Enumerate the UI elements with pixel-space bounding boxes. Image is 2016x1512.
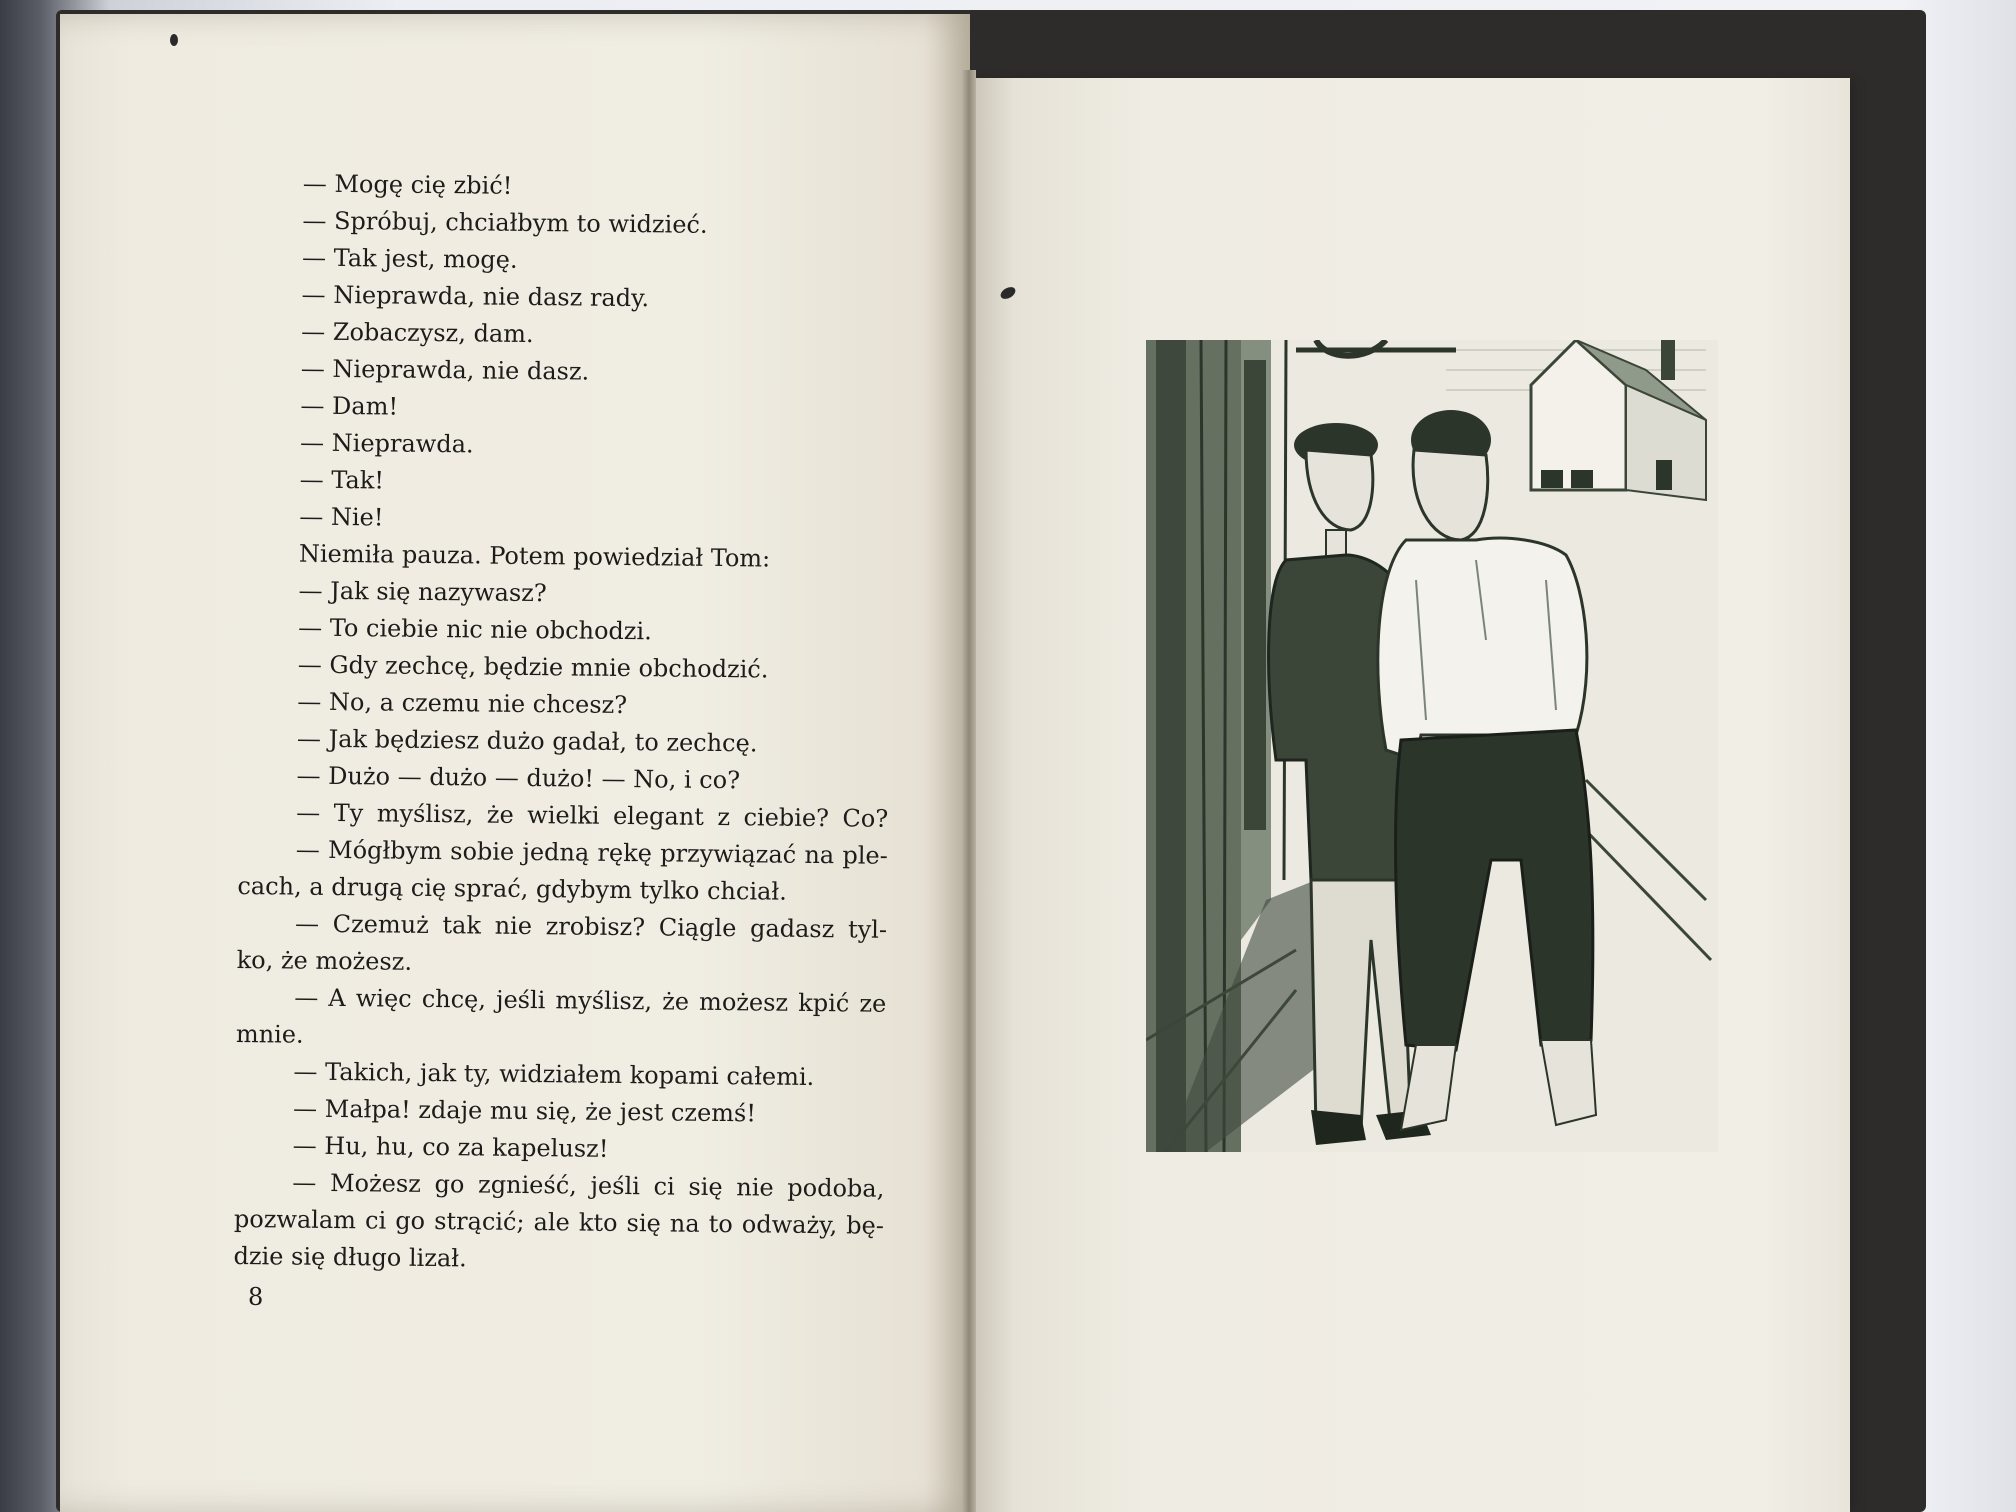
text-line: — Dam! bbox=[300, 391, 399, 421]
paper-speck bbox=[999, 285, 1018, 302]
text-line: — Jak będziesz dużo gadał, to zechcę. bbox=[296, 724, 758, 758]
book-gutter bbox=[962, 70, 976, 1512]
text-line: — A więc chcę, jeśli myślisz, że możesz kpić ze bbox=[294, 983, 887, 1018]
text-line: — Zobaczysz, dam. bbox=[301, 317, 534, 349]
text-line: — Nieprawda, nie dasz rady. bbox=[301, 280, 650, 313]
text-line: Niemiła pauza. Potem powiedział Tom: bbox=[298, 539, 771, 573]
text-line: cach, a drugą cię sprać, gdybym tylko chciał. bbox=[237, 871, 787, 906]
illustration-two-boys bbox=[1146, 340, 1718, 1152]
text-line: — Nie! bbox=[299, 502, 384, 532]
text-line: — Małpa! zdaje mu się, że jest czemś! bbox=[292, 1094, 757, 1128]
text-line: — Dużo — dużo — dużo! — No, i co? bbox=[296, 761, 741, 795]
dialogue-text bbox=[233, 165, 895, 1282]
text-line: — Czemuż tak nie zrobisz? Ciągle gadasz tyl- bbox=[294, 909, 888, 944]
text-line: — Gdy zechcę, będzie mnie obchodzić. bbox=[297, 650, 769, 684]
text-line: — Takich, jak ty, widziałem kopami całemi. bbox=[293, 1057, 815, 1092]
text-line: — Tak jest, mogę. bbox=[301, 243, 518, 274]
text-line: ko, że możesz. bbox=[236, 945, 413, 976]
text-line: — No, a czemu nie chcesz? bbox=[297, 687, 628, 720]
text-line: — Mógłbym sobie jedną rękę przywiązać na ple- bbox=[295, 835, 888, 870]
text-line: — Tak! bbox=[299, 465, 385, 495]
text-line: mnie. bbox=[235, 1019, 304, 1049]
text-line: pozwalam ci go strącić; ale kto się na to odważy, bę- bbox=[233, 1204, 885, 1240]
text-line: — Ty myślisz, że wielki elegant z ciebie? Co? bbox=[296, 798, 889, 833]
text-line: dzie się długo lizał. bbox=[233, 1241, 467, 1273]
text-line: — Spróbuj, chciałbym to widzieć. bbox=[302, 206, 708, 239]
text-line: — To ciebie nic nie obchodzi. bbox=[298, 613, 652, 646]
page-number: 8 bbox=[248, 1283, 264, 1311]
text-line: — Nieprawda. bbox=[299, 428, 474, 459]
text-line: — Mogę cię zbić! bbox=[302, 169, 513, 200]
text-line: — Nieprawda, nie dasz. bbox=[300, 354, 590, 386]
text-line: — Hu, hu, co za kapelusz! bbox=[292, 1131, 609, 1163]
text-line: — Możesz go zgnieść, jeśli ci się nie podoba, bbox=[292, 1168, 885, 1203]
paper-speck bbox=[170, 34, 178, 46]
text-line: — Jak się nazywasz? bbox=[298, 576, 547, 608]
